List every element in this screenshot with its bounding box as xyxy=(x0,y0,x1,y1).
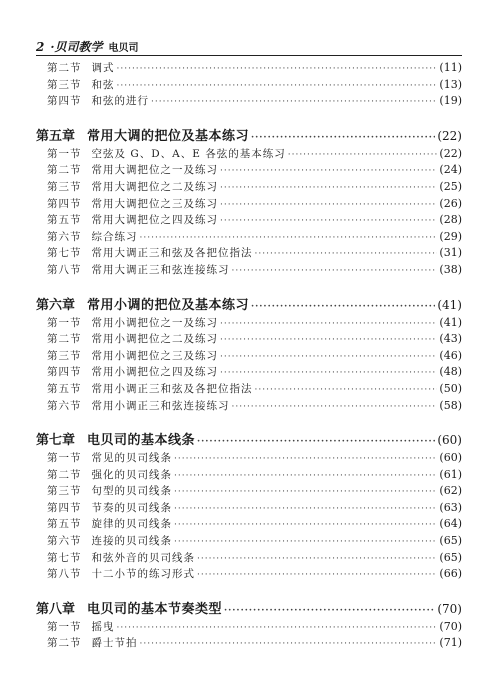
page-reference: (22) xyxy=(439,146,462,160)
page-reference: (58) xyxy=(439,398,462,412)
section-title: 句型的贝司线条 xyxy=(91,485,172,498)
dot-leader xyxy=(220,213,437,229)
section-number: 第二节 xyxy=(47,468,82,481)
dot-leader xyxy=(174,484,437,500)
section-title: 常用小调把位之一及练习 xyxy=(91,316,218,329)
page-reference: (41) xyxy=(437,297,462,312)
section-title: 连接的贝司线条 xyxy=(91,535,172,548)
dot-leader xyxy=(251,128,435,146)
dot-leader xyxy=(140,636,438,652)
chapter-number: 第八章 xyxy=(36,601,76,617)
dot-leader xyxy=(174,534,437,550)
toc-section-row[interactable] xyxy=(36,619,462,636)
section-number: 第四节 xyxy=(47,95,82,108)
section-number: 第三节 xyxy=(47,180,82,193)
dot-leader xyxy=(174,501,437,517)
section-title: 常用大调把位之一及练习 xyxy=(91,164,218,177)
section-number: 第一节 xyxy=(47,316,82,329)
header-subject: 电贝司 xyxy=(108,43,139,54)
dot-leader xyxy=(140,230,438,246)
section-title: 节奏的贝司线条 xyxy=(91,501,172,514)
toc-section-row[interactable] xyxy=(36,229,462,246)
chapter-title: 常用小调的把位及基本练习 xyxy=(87,297,250,313)
section-number: 第三节 xyxy=(47,349,82,362)
dot-leader xyxy=(220,365,437,381)
page-reference: (46) xyxy=(439,348,462,362)
section-number: 第四节 xyxy=(47,366,82,379)
toc-chapter-row[interactable] xyxy=(36,126,462,146)
section-title: 十二小节的练习形式 xyxy=(91,568,195,581)
section-title: 空弦及 G、D、A、E 各弦的基本练习 xyxy=(91,147,286,160)
page-reference: (22) xyxy=(437,128,462,143)
dot-leader xyxy=(220,197,437,213)
toc-section-row[interactable] xyxy=(36,146,462,163)
table-of-contents xyxy=(36,60,462,652)
page-reference: (66) xyxy=(439,567,462,581)
chapter-number: 第五章 xyxy=(36,128,76,144)
section-title: 常用大调正三和弦及各把位指法 xyxy=(91,247,253,260)
dot-leader xyxy=(197,551,437,567)
section-number: 第一节 xyxy=(47,620,82,633)
section-title: 常用小调正三和弦及各把位指法 xyxy=(91,382,253,395)
chapter-title: 电贝司的基本节奏类型 xyxy=(87,601,223,617)
toc-section-row[interactable] xyxy=(36,450,462,467)
section-title: 常用大调把位之三及练习 xyxy=(91,197,218,210)
section-number: 第二节 xyxy=(47,637,82,650)
page-reference: (65) xyxy=(439,534,462,548)
section-number: 第四节 xyxy=(47,501,82,514)
section-title: 常用小调把位之二及练习 xyxy=(91,333,218,346)
page-reference: (26) xyxy=(439,196,462,210)
toc-section-row[interactable] xyxy=(36,398,462,415)
toc-section-row[interactable] xyxy=(36,500,462,517)
toc-section-row[interactable] xyxy=(36,162,462,179)
page-reference: (11) xyxy=(439,61,462,74)
page-reference: (38) xyxy=(439,262,462,276)
section-number: 第二节 xyxy=(47,164,82,177)
page-reference: (48) xyxy=(439,365,462,379)
toc-chapter-row[interactable] xyxy=(36,430,462,450)
toc-section-row[interactable] xyxy=(36,196,462,213)
toc-section-row[interactable] xyxy=(36,483,462,500)
dot-leader xyxy=(117,620,438,636)
page-reference: (25) xyxy=(439,179,462,193)
toc-section-row[interactable] xyxy=(36,245,462,262)
toc-section-row[interactable] xyxy=(36,93,462,110)
dot-leader xyxy=(174,468,437,484)
section-number: 第八节 xyxy=(47,568,82,581)
toc-section-row[interactable] xyxy=(36,262,462,279)
page-reference: (41) xyxy=(439,315,462,329)
section-number: 第二节 xyxy=(47,333,82,346)
section-title: 爵士节拍 xyxy=(91,637,138,650)
section-title: 常见的贝司线条 xyxy=(91,452,172,465)
dot-leader xyxy=(232,399,438,415)
chapter-spacer xyxy=(36,414,462,430)
toc-section-row[interactable] xyxy=(36,467,462,484)
toc-section-row[interactable] xyxy=(36,550,462,567)
section-number: 第五节 xyxy=(47,214,82,227)
dot-leader xyxy=(255,246,438,262)
section-title: 常用大调把位之二及练习 xyxy=(91,180,218,193)
section-number: 第七节 xyxy=(47,551,82,564)
toc-section-row[interactable] xyxy=(36,77,462,94)
section-number: 第三节 xyxy=(47,78,82,91)
section-title: 调式 xyxy=(91,62,115,74)
dot-leader xyxy=(224,601,435,619)
section-title: 强化的贝司线条 xyxy=(91,468,172,481)
toc-section-row[interactable] xyxy=(36,212,462,229)
dot-leader xyxy=(232,263,438,279)
dot-leader xyxy=(117,61,438,77)
page-reference: (43) xyxy=(439,332,462,346)
chapter-number: 第六章 xyxy=(36,297,76,313)
page-reference: (60) xyxy=(437,433,462,448)
page-reference: (19) xyxy=(439,94,462,108)
page-reference: (70) xyxy=(437,601,462,616)
page-reference: (63) xyxy=(439,500,462,514)
section-title: 常用小调把位之三及练习 xyxy=(91,349,218,362)
dot-leader xyxy=(197,432,435,450)
section-number: 第八节 xyxy=(47,263,82,276)
dot-leader xyxy=(197,567,437,583)
toc-section-row[interactable] xyxy=(36,566,462,583)
section-title: 常用大调正三和弦连接练习 xyxy=(91,263,230,276)
page-reference: (71) xyxy=(439,636,462,650)
page-reference: (62) xyxy=(439,484,462,498)
dot-leader xyxy=(117,78,438,94)
page-reference: (70) xyxy=(439,619,462,633)
page-reference: (29) xyxy=(439,229,462,243)
toc-chapter-row[interactable] xyxy=(36,599,462,619)
page-reference: (64) xyxy=(439,517,462,531)
section-number: 第二节 xyxy=(47,62,82,74)
toc-section-row[interactable] xyxy=(36,331,462,348)
dot-leader xyxy=(220,316,437,332)
page-reference: (61) xyxy=(439,467,462,481)
section-title: 常用小调正三和弦连接练习 xyxy=(91,399,230,412)
chapter-spacer xyxy=(36,110,462,126)
dot-leader xyxy=(174,451,437,467)
toc-section-row[interactable] xyxy=(36,315,462,332)
section-number: 第三节 xyxy=(47,485,82,498)
section-title: 和弦的进行 xyxy=(91,95,149,108)
toc-section-row[interactable] xyxy=(36,348,462,365)
chapter-title: 电贝司的基本线条 xyxy=(87,433,196,449)
chapter-spacer xyxy=(36,583,462,599)
section-title: 和弦外音的贝司线条 xyxy=(91,551,195,564)
section-title: 旋律的贝司线条 xyxy=(91,518,172,531)
chapter-number: 第七章 xyxy=(36,433,76,449)
page-reference: (31) xyxy=(439,246,462,260)
toc-section-row[interactable] xyxy=(36,179,462,196)
page-reference: (65) xyxy=(439,550,462,564)
page-reference: (13) xyxy=(439,77,462,91)
dot-leader xyxy=(220,332,437,348)
section-number: 第五节 xyxy=(47,518,82,531)
dot-leader xyxy=(220,180,437,196)
dot-leader xyxy=(251,297,435,315)
section-number: 第五节 xyxy=(47,382,82,395)
header-rule xyxy=(36,55,462,56)
section-title: 摇曳 xyxy=(91,620,115,633)
section-number: 第六节 xyxy=(47,399,82,412)
section-number: 第一节 xyxy=(47,452,82,465)
book-title: ·贝司教学 xyxy=(50,40,103,54)
toc-section-row[interactable] xyxy=(36,635,462,652)
section-number: 第四节 xyxy=(47,197,82,210)
page-reference: (50) xyxy=(439,381,462,395)
toc-section-row[interactable] xyxy=(36,516,462,533)
dot-leader xyxy=(288,147,438,163)
dot-leader xyxy=(174,517,437,533)
section-title: 常用大调把位之四及练习 xyxy=(91,214,218,227)
toc-chapter-row[interactable] xyxy=(36,295,462,315)
page-reference: (60) xyxy=(439,451,462,465)
section-title: 综合练习 xyxy=(91,230,138,243)
section-number: 第六节 xyxy=(47,535,82,548)
section-number: 第六节 xyxy=(47,230,82,243)
chapter-spacer xyxy=(36,279,462,295)
toc-section-row[interactable] xyxy=(36,533,462,550)
page-reference: (28) xyxy=(439,213,462,227)
section-number: 第七节 xyxy=(47,247,82,260)
chapter-title: 常用大调的把位及基本练习 xyxy=(87,128,250,144)
toc-section-row[interactable] xyxy=(36,364,462,381)
dot-leader xyxy=(220,349,437,365)
dot-leader xyxy=(151,94,437,110)
toc-section-row[interactable] xyxy=(36,60,462,77)
page-reference: (24) xyxy=(439,163,462,177)
running-header xyxy=(36,38,462,55)
section-title: 常用小调把位之四及练习 xyxy=(91,366,218,379)
dot-leader xyxy=(255,382,438,398)
toc-section-row[interactable] xyxy=(36,381,462,398)
section-title: 和弦 xyxy=(91,78,115,91)
page-number: 2 xyxy=(36,40,45,54)
section-number: 第一节 xyxy=(47,147,82,160)
dot-leader xyxy=(220,163,437,179)
